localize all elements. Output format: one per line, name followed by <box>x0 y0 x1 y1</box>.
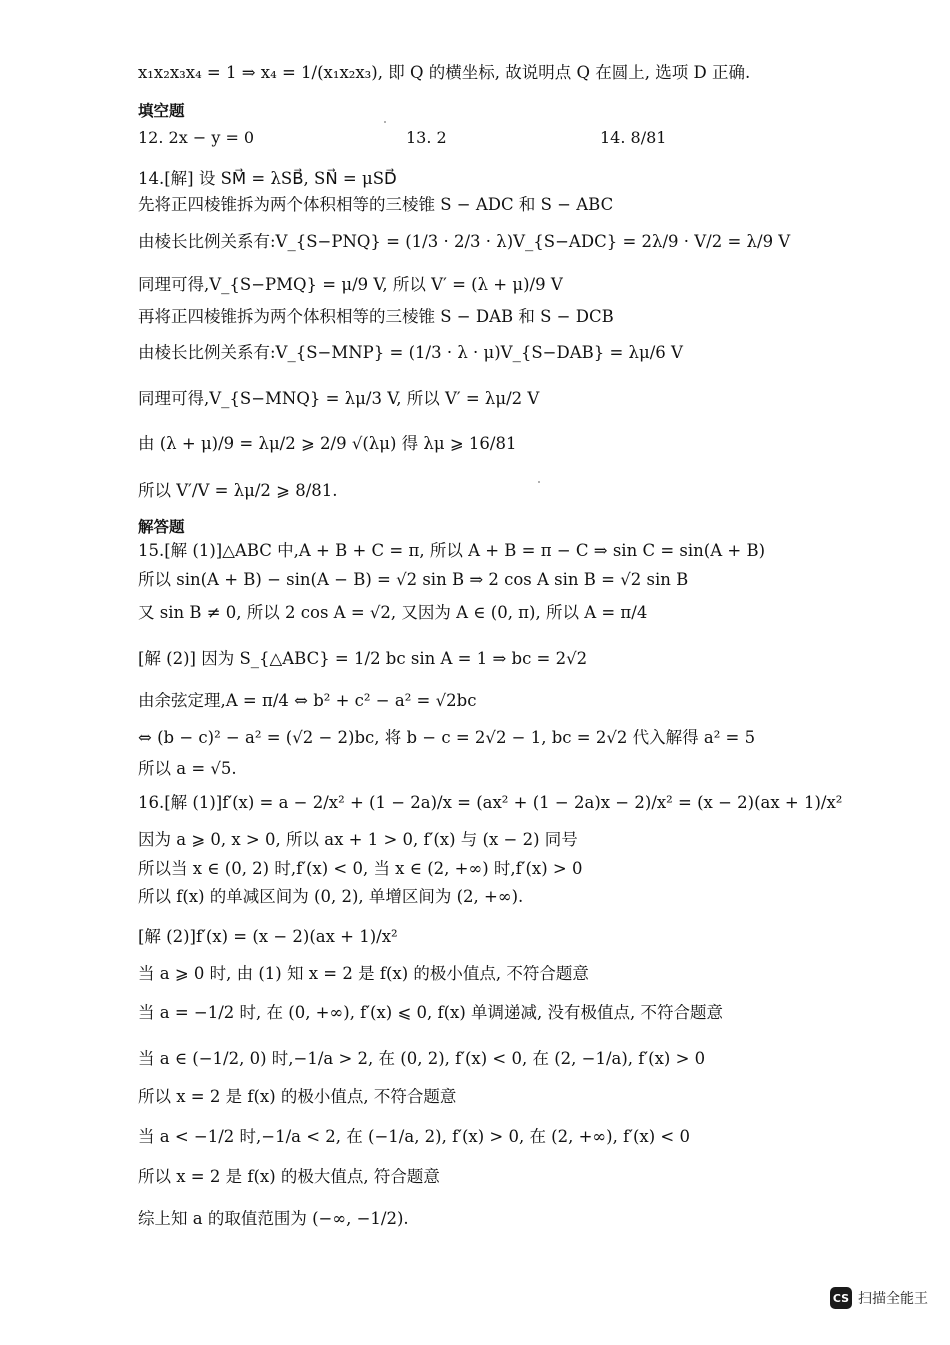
text-line: 当 a ⩾ 0 时, 由 (1) 知 x = 2 是 f(x) 的极小值点, 不符合题意 <box>138 964 589 983</box>
text-line: [解 (2)] 因为 S_{△ABC} = 1/2 bc sin A = 1 ⇒ bc = 2√2 <box>138 649 588 668</box>
text-line: 由余弦定理,A = π/4 ⇔ b² + c² − a² = √2bc <box>138 691 477 710</box>
text-line: 当 a = −1/2 时, 在 (0, +∞), f′(x) ⩽ 0, f(x) 单调递减, 没有极值点, 不符合题意 <box>138 1003 724 1022</box>
text-line: 15.[解 (1)]△ABC 中,A + B + C = π, 所以 A + B = π − C ⇒ sin C = sin(A + B) <box>138 541 765 560</box>
text-line: 当 a < −1/2 时,−1/a < 2, 在 (−1/a, 2), f′(x) > 0, 在 (2, +∞), f′(x) < 0 <box>138 1127 690 1146</box>
text-line: 同理可得,V_{S−PMQ} = μ/9 V, 所以 V′ = (λ + μ)/9 V <box>138 275 563 294</box>
text-line: 14.[解] 设 SM⃗ = λSB⃗, SN⃗ = μSD⃗ <box>138 169 397 188</box>
text-line: 先将正四棱锥拆为两个体积相等的三棱锥 S − ADC 和 S − ABC <box>138 195 614 214</box>
text-line: 由棱长比例关系有:V_{S−PNQ} = (1/3 · 2/3 · λ)V_{S−ADC} = 2λ/9 · V/2 = λ/9 V <box>138 232 791 251</box>
section-heading-fill-blank: 填空题 <box>138 102 185 120</box>
text-line: 同理可得,V_{S−MNQ} = λμ/3 V, 所以 V′ = λμ/2 V <box>138 389 540 408</box>
text-line: 所以 f(x) 的单减区间为 (0, 2), 单增区间为 (2, +∞). <box>138 887 524 906</box>
answer-14: 14. 8/81 <box>600 128 667 147</box>
answer-13: 13. 2 <box>406 128 447 147</box>
text-line: [解 (2)]f′(x) = (x − 2)(ax + 1)/x² <box>138 927 398 946</box>
text-line: 又 sin B ≠ 0, 所以 2 cos A = √2, 又因为 A ∈ (0, π), 所以 A = π/4 <box>138 603 648 622</box>
section-heading-solutions: 解答题 <box>138 518 185 536</box>
camscanner-logo-icon: CS <box>830 1287 852 1309</box>
text-line: 当 a ∈ (−1/2, 0) 时,−1/a > 2, 在 (0, 2), f′(x) < 0, 在 (2, −1/a), f′(x) > 0 <box>138 1049 706 1068</box>
text-line: ⇔ (b − c)² − a² = (√2 − 2)bc, 将 b − c = 2√2 − 1, bc = 2√2 代入解得 a² = 5 <box>138 728 756 747</box>
text-line: 所以 x = 2 是 f(x) 的极大值点, 符合题意 <box>138 1167 440 1186</box>
text-line: 所以当 x ∈ (0, 2) 时,f′(x) < 0, 当 x ∈ (2, +∞) 时,f′(x) > 0 <box>138 859 583 878</box>
text-line: 因为 a ⩾ 0, x > 0, 所以 ax + 1 > 0, f′(x) 与 (x − 2) 同号 <box>138 830 578 849</box>
text-line: 所以 x = 2 是 f(x) 的极小值点, 不符合题意 <box>138 1087 457 1106</box>
text-line: 再将正四棱锥拆为两个体积相等的三棱锥 S − DAB 和 S − DCB <box>138 307 614 326</box>
text-line: 所以 a = √5. <box>138 759 237 778</box>
text-line: x₁x₂x₃x₄ = 1 ⇒ x₄ = 1/(x₁x₂x₃), 即 Q 的横坐标, 故说明点 Q 在圆上, 选项 D 正确. <box>138 63 751 82</box>
answer-12: 12. 2x − y = 0 <box>138 128 255 147</box>
scanner-watermark <box>830 1287 928 1309</box>
scanner-brand-text: 扫描全能王 <box>858 1291 928 1307</box>
text-line: 综上知 a 的取值范围为 (−∞, −1/2). <box>138 1209 409 1228</box>
scan-speck <box>384 121 386 123</box>
text-line: 16.[解 (1)]f′(x) = a − 2/x² + (1 − 2a)/x = (ax² + (1 − 2a)x − 2)/x² = (x − 2)(ax + 1)/x² <box>138 793 843 812</box>
text-line: 由棱长比例关系有:V_{S−MNP} = (1/3 · λ · μ)V_{S−DAB} = λμ/6 V <box>138 343 683 362</box>
text-line: 所以 sin(A + B) − sin(A − B) = √2 sin B ⇒ 2 cos A sin B = √2 sin B <box>138 570 689 589</box>
scan-speck <box>538 481 540 483</box>
text-line: 由 (λ + μ)/9 = λμ/2 ⩾ 2/9 √(λμ) 得 λμ ⩾ 16/81 <box>138 434 517 453</box>
text-line: 所以 V′/V = λμ/2 ⩾ 8/81. <box>138 481 338 500</box>
fill-blank-answers <box>138 128 698 168</box>
